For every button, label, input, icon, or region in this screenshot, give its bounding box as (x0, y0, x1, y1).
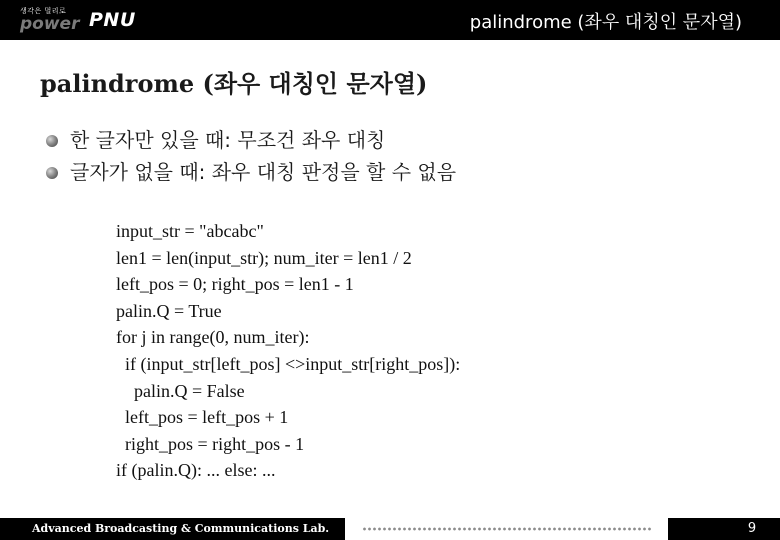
code-line: right_pos = right_pos - 1 (116, 433, 305, 454)
bullet-dot-icon (46, 167, 58, 179)
header-bar (0, 0, 780, 40)
code-line: len1 = len(input_str); num_iter = len1 / 2 (116, 247, 412, 268)
code-line: if (input_str[left_pos] <>input_str[right_pos]): (116, 353, 461, 374)
pnu-logo: PNU (89, 9, 136, 31)
footer-lab-name: Advanced Broadcasting & Communications Lab. (0, 518, 345, 540)
code-line: for j in range(0, num_iter): (116, 327, 310, 348)
bullet-item (46, 126, 456, 158)
page-number: 9 (668, 518, 780, 540)
power-logo (20, 6, 82, 34)
code-line: if (palin.Q): ... else: ... (116, 460, 276, 481)
bullet-text: 글자가 없을 때: 좌우 대칭 판정을 할 수 없음 (70, 160, 457, 184)
code-line: left_pos = left_pos + 1 (116, 407, 289, 428)
bullet-dot-icon (46, 135, 58, 147)
code-line: left_pos = 0; right_pos = len1 - 1 (116, 274, 354, 295)
logo-word: power (20, 14, 80, 34)
logo-tagline: 생각은 멀리로 (20, 7, 67, 15)
code-block (116, 218, 460, 484)
footer-divider (362, 527, 652, 531)
code-line: palin.Q = True (116, 300, 222, 321)
bullet-text: 한 글자만 있을 때: 무조건 좌우 대칭 (70, 128, 386, 152)
code-line: input_str = "abcabc" (116, 221, 264, 241)
footer-bar (0, 518, 780, 540)
bullet-item (46, 158, 456, 190)
slide-title: palindrome (좌우 대칭인 문자열) (40, 69, 428, 98)
header-title: palindrome (좌우 대칭인 문자열) (469, 12, 742, 33)
code-line: palin.Q = False (116, 380, 245, 401)
bullet-list (46, 126, 456, 190)
